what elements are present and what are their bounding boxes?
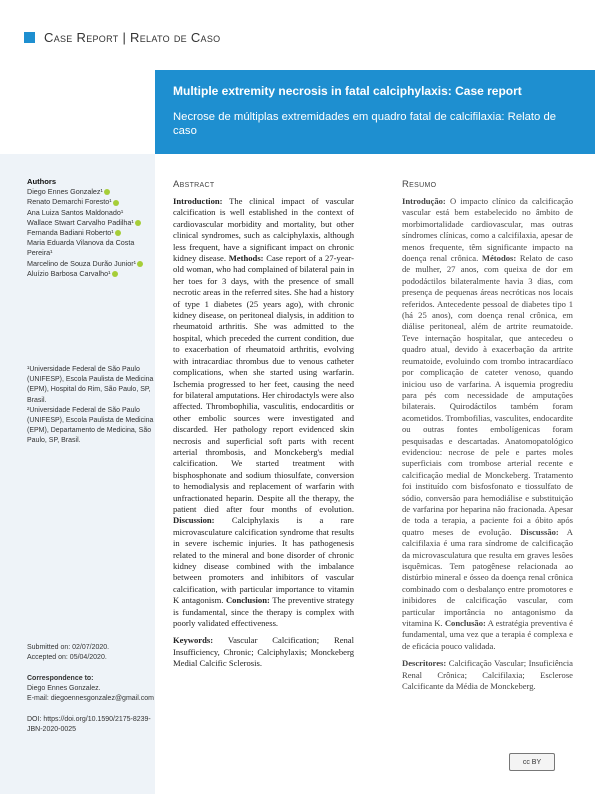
orcid-icon[interactable] (137, 261, 143, 267)
cc-license-badge[interactable]: cc BY (509, 753, 555, 771)
section-marker-square (24, 32, 35, 43)
resumo-keywords: Descritores: Calcificação Vascular; Insuficiência Renal Crônica; Calcifilaxia; Esclerose Calcificante da Média de Monckeberg. (402, 658, 573, 692)
author-item: Fernanda Badiani Roberto¹ (27, 228, 155, 238)
orcid-icon[interactable] (113, 200, 119, 206)
doi-link[interactable]: DOI: https://doi.org/10.1590/2175-8239-JBN-2020-0025 (27, 716, 151, 733)
author-item: Aluízio Barbosa Carvalho¹ (27, 269, 155, 279)
author-item: Maria Eduarda Vilanova da Costa Pereira¹ (27, 238, 135, 258)
author-item: Diego Ennes Gonzalez¹ (27, 187, 155, 197)
orcid-icon[interactable] (104, 189, 110, 195)
resumo-body (402, 196, 573, 692)
submitted-date: Submitted on: 02/07/2020. (27, 644, 110, 651)
abstract-paragraph: Introduction: The clinical impact of vascular calcification is well established in the context of cardiovascular morbidity and mortality, but other clinical syndromes, such as calciphylaxis, although less frequent, have a significant impact on chronic kidney disease. Methods: Case report of a 27-year-old woman, who had complained of bilateral pain in her toes for 3 days, with the presence of small necrotic areas in the referred sites. She had a history of type 1 diabetes (25 years ago), with chronic kidney disease, on peritoneal dialysis, in addition to rheumatoid arthritis. She was admitted to the hospital, which preceded the current condition, due to exacerbation of rheumatoid arthritis, evolving with intracardiac thrombus due to venous catheter complications, when she started using warfarin. Ischemia progressed to her feet, causing the need for bilateral amputations. Her chirodactyls were also affected. Thrombophilia, vasculitis, endocarditis or other embolic sources were investigated and discarded. Her pathology report evidenced skin necrosis and superficial soft parts with recent arterial thrombosis, and Monckeberg's medial calcification. We started treatment with bisphosphonate and sodium thiosulfate, conversion to hemodialysis and replacement of warfarin with unfractionated heparin. Despite all the therapy, the patient died after four months of evolution. Discussion: Calciphylaxis is a rare microvasculature calcification syndrome that results in severe ischemic injuries. It has pathogenesis related to the mineral and bone disorder of chronic kidney disease combined with the imbalance between promoters and inhibitors of vascular calcification, with particular importance to vitamin K antagonism. Conclusion: The preventive strategy is fundamental, since the therapy is complex with poorly validated effectiveness. (173, 196, 354, 629)
article-subtitle: Necrose de múltiplas extremidades em quadro fatal de calcifilaxia: Relato de caso (173, 111, 557, 137)
correspondence-name: Diego Ennes Gonzalez. (27, 685, 101, 692)
author-item: Renato Demarchi Foresto¹ (27, 197, 155, 207)
orcid-icon[interactable] (112, 271, 118, 277)
title-band (155, 70, 595, 154)
article-title: Multiple extremity necrosis in fatal calciphylaxis: Case report (173, 84, 522, 98)
article-meta (27, 643, 155, 735)
accepted-date: Accepted on: 05/04/2020. (27, 654, 107, 661)
resumo-heading: Resumo (402, 179, 437, 190)
resumo-paragraph: Introdução: O impacto clínico da calcificação vascular está bem estabelecido no âmbito de morbimortalidade cardiovascular, mas outras síndromes clínicas, como a calcifilaxia, apesar de menos frequente, têm significante impacto na doença renal crônica. Métodos: Relato de caso de mulher, 27 anos, com queixa de dor em pododáctilos bilateralmente havia 3 dias, com presença de pequenas áreas necróticas nos locais referidos. Antecedente pessoal de diabetes tipo 1 (há 25 anos), com doença renal crônica, em diálise peritoneal, além de artrite reumatoide. Teve internação hospitalar, que antecedeu o quadro atual, devido à exacerbação da artrite reumatoide, evoluindo com trombo intracardíaco por complicação de cateter venoso, quando iniciou uso de varfarina. A isquemia progrediu para pés com necessidade de amputações bilaterais. Quirodáctilos também foram acometidos. Trombofilias, vasculites, endocardite ou outras fontes embolígenicas foram pesquisadas e descartadas. Anatomopatológico evidenciou: necrose de pele e partes moles superficiais com trombose arterial recente e calcificação medial de Monckeberg. Tratamento foi instituído com bisfosfonato e tiossulfato de sódio, conversão para hemodiálise e substituição de varfarina por heparina não fracionada. Apesar de toda a terapia, a paciente foi a óbito após quatro meses de evolução. Discussão: A calcifilaxia é uma rara síndrome de calcificação da microvasculatura que resulta em graves lesões isquêmicas. Tem patogênese relacionada ao distúrbio mineral e ósseo da doença renal crônica combinado com o desbalanço entre promotores e inibidores de calcificação vascular, com particular importância no antagonismo da vitamina K. Conclusão: A estratégia preventiva é fundamental, uma vez que a terapia é complexa e de eficácia pouco validada. (402, 196, 573, 651)
author-item: Wallace Stwart Carvalho Padilha¹ (27, 218, 155, 228)
authors-label: Authors (27, 177, 57, 186)
orcid-icon[interactable] (135, 220, 141, 226)
author-item: Marcelino de Souza Durão Junior¹ (27, 259, 155, 269)
abstract-keywords: Keywords: Vascular Calcification; Renal Insufficiency, Chronic; Calciphylaxis; Monckeberg Medial Calcific Sclerosis. (173, 635, 355, 669)
orcid-icon[interactable] (115, 230, 121, 236)
section-label: Case Report | Relato de Caso (44, 30, 221, 45)
authors-block (27, 177, 155, 279)
abstract-body (173, 196, 354, 670)
correspondence-email[interactable]: E-mail: diegoennesgonzalez@gmail.com (27, 695, 154, 702)
author-item: Ana Luiza Santos Maldonado¹ (27, 207, 124, 217)
affiliation-item: ²Universidade Federal de São Paulo (UNIFESP), Escola Paulista de Medicina (EPM), Departamento de Medicina, São Paulo, SP, Brasil. (27, 406, 154, 445)
section-header (24, 30, 220, 45)
abstract-heading: Abstract (173, 179, 215, 190)
correspondence-label: Correspondence to: (27, 675, 94, 682)
affiliation-item: ¹Universidade Federal de São Paulo (UNIFESP), Escola Paulista de Medicina (EPM), Hospital do Rim, São Paulo, SP, Brasil. (27, 366, 154, 404)
affiliations (27, 365, 155, 447)
